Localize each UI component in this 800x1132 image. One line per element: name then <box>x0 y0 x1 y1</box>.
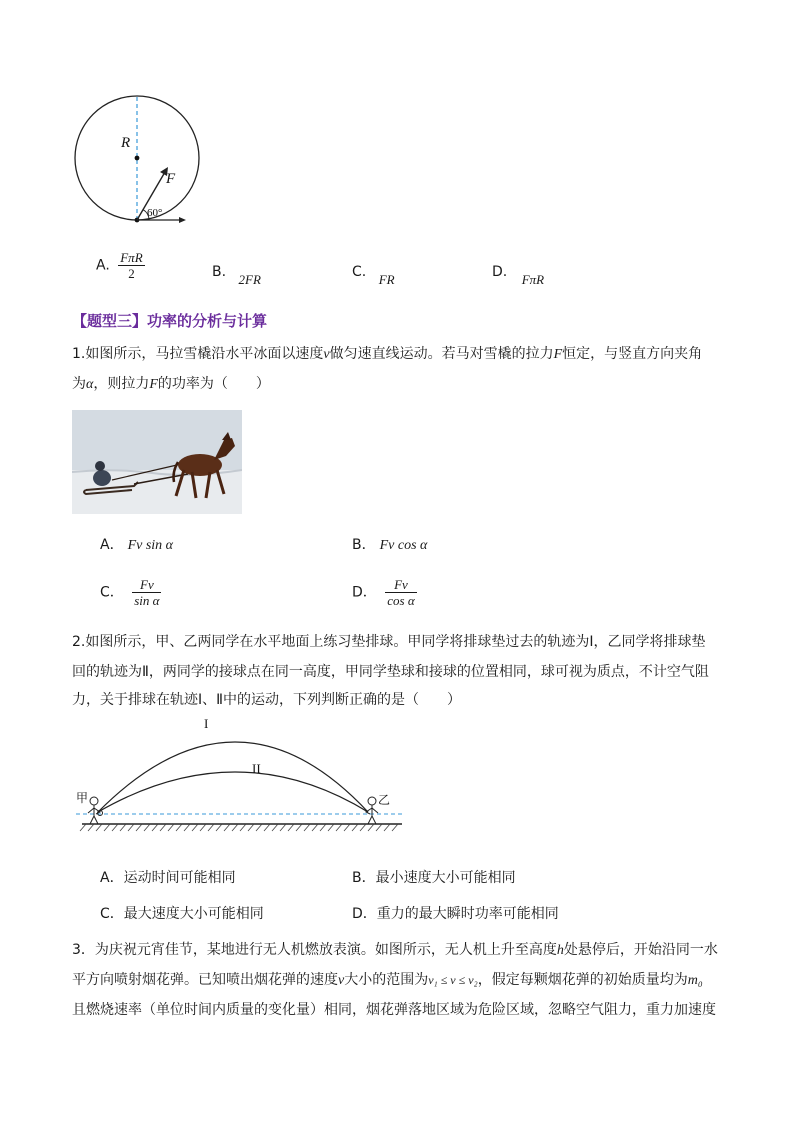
q2-option-d-letter: D． <box>352 906 377 922</box>
trajectory-II <box>98 772 368 812</box>
q1-line-2 <box>72 374 270 395</box>
q2-option-d[interactable] <box>352 904 559 924</box>
q1-option-c-letter: C． <box>100 584 124 601</box>
math-h: h <box>556 943 564 958</box>
math-range: v₁ ≤ v ≤ v₂ <box>428 973 478 987</box>
prev-option-c-expr: FR <box>378 272 395 287</box>
q3-line-1 <box>72 940 718 961</box>
label-R: R <box>121 135 131 151</box>
q1-text: 的功率为（ ） <box>157 376 270 392</box>
label-yi: 乙 <box>378 793 391 807</box>
ground-hatching <box>80 824 398 831</box>
q1-text: 恒定，与竖直方向夹角 <box>562 346 703 362</box>
q2-option-c[interactable] <box>100 904 264 924</box>
label-angle: 60° <box>147 207 163 219</box>
q2-option-d-text: 重力的最大瞬时功率可能相同 <box>376 906 559 922</box>
q2-option-a-text: 运动时间可能相同 <box>123 870 236 886</box>
math-F: F <box>149 377 158 392</box>
math-v: v <box>323 347 330 362</box>
label-jia: 甲 <box>76 791 89 805</box>
q1-option-b-letter: B． <box>352 537 376 553</box>
prev-option-c-letter: C. <box>352 264 367 280</box>
fraction-numerator: Fv <box>132 577 161 593</box>
prev-option-a-letter: A. <box>96 257 110 274</box>
q1-option-d-fraction <box>385 577 416 608</box>
q1-option-d[interactable] <box>352 577 417 608</box>
rider-body <box>93 470 111 486</box>
q3-text: 大小的范围为 <box>344 972 429 988</box>
prev-option-a-fraction <box>118 250 144 281</box>
q2-line-2: 回的轨迹为Ⅱ，两同学的接球点在同一高度，甲同学垫球和接球的位置相同，球可视为质点，不计空气阻 <box>72 664 709 680</box>
q3-line-3: 且燃烧速率（单位时间内质量的变化量）相同，烟花弹落地区域为危险区域，忽略空气阻力，重力加速度 <box>72 1002 716 1018</box>
q2-option-b[interactable] <box>352 868 516 888</box>
person-jia <box>88 797 103 824</box>
q3-text: 处悬停后，开始沿同一水 <box>563 942 718 958</box>
trajectory-I <box>98 742 368 812</box>
q2-option-a[interactable] <box>100 868 236 888</box>
math-m0: m₀ <box>687 973 703 988</box>
q3-text: ，假定每颗烟花弹的初始质量均为 <box>477 972 688 988</box>
q3-line-2 <box>72 970 703 991</box>
q2-option-c-text: 最大速度大小可能相同 <box>123 906 264 922</box>
horizontal-arrowhead <box>179 217 186 223</box>
label-I: I <box>204 716 209 731</box>
rider-head <box>95 461 105 471</box>
label-F: F <box>166 171 176 187</box>
q1-text: 1.如图所示，马拉雪橇沿水平冰面以速度 <box>72 346 324 362</box>
q1-option-d-letter: D． <box>352 584 377 601</box>
q2-option-b-letter: B． <box>352 870 376 886</box>
q1-line-1 <box>72 344 702 365</box>
fraction-denominator: cos α <box>387 593 415 608</box>
q1-text: ，则拉力 <box>93 376 150 392</box>
section-heading: 【题型三】功率的分析与计算 <box>72 312 268 330</box>
q1-text: 为 <box>72 376 86 392</box>
fraction-numerator: FπR <box>120 250 143 265</box>
prev-option-b[interactable] <box>212 262 261 287</box>
prev-option-b-letter: B. <box>212 264 227 280</box>
label-II: II <box>252 761 261 776</box>
prev-option-d-expr: FπR <box>521 272 545 287</box>
prev-option-b-expr: 2FR <box>238 272 261 287</box>
circle-force-figure <box>70 95 210 230</box>
fraction-numerator: Fv <box>385 577 416 593</box>
q2-option-b-text: 最小速度大小可能相同 <box>375 870 516 886</box>
center-dot <box>135 156 140 161</box>
q2-line-1: 2.如图所示，甲、乙两同学在水平地面上练习垫排球。甲同学将排球垫过去的轨迹为Ⅰ，乙同学将排球垫 <box>72 634 706 650</box>
math-alpha: α <box>86 377 94 392</box>
q1-option-b-expr: Fv cos α <box>379 538 428 553</box>
math-v: v <box>338 973 345 988</box>
q1-text: 做匀速直线运动。若马对雪橇的拉力 <box>329 346 554 362</box>
q3-text: 3．为庆祝元宵佳节，某地进行无人机燃放表演。如图所示，无人机上升至高度 <box>72 942 557 958</box>
prev-option-c[interactable] <box>352 262 395 287</box>
horse-sled-photo <box>72 410 242 514</box>
q1-option-c[interactable] <box>100 577 161 608</box>
q2-line-3: 力，关于排球在轨迹Ⅰ、Ⅱ中的运动，下列判断正确的是（ ） <box>72 692 462 708</box>
q2-option-a-letter: A． <box>100 870 124 886</box>
person-yi <box>366 797 378 824</box>
prev-option-d-letter: D. <box>492 264 508 280</box>
fraction-denominator: 2 <box>128 266 135 281</box>
prev-option-a[interactable] <box>96 250 145 281</box>
q2-option-c-letter: C． <box>100 906 124 922</box>
trajectory-figure <box>72 712 412 842</box>
q1-option-b[interactable] <box>352 535 427 556</box>
fraction-denominator: sin α <box>134 593 160 608</box>
q1-option-a-expr: Fv sin α <box>127 538 174 553</box>
q1-option-a[interactable] <box>100 535 173 556</box>
prev-option-d[interactable] <box>492 262 545 287</box>
q1-option-a-letter: A． <box>100 537 124 553</box>
math-F: F <box>553 347 563 362</box>
q3-text: 平方向喷射烟花弹。已知喷出烟花弹的速度 <box>72 972 338 988</box>
q1-option-c-fraction <box>132 577 161 608</box>
